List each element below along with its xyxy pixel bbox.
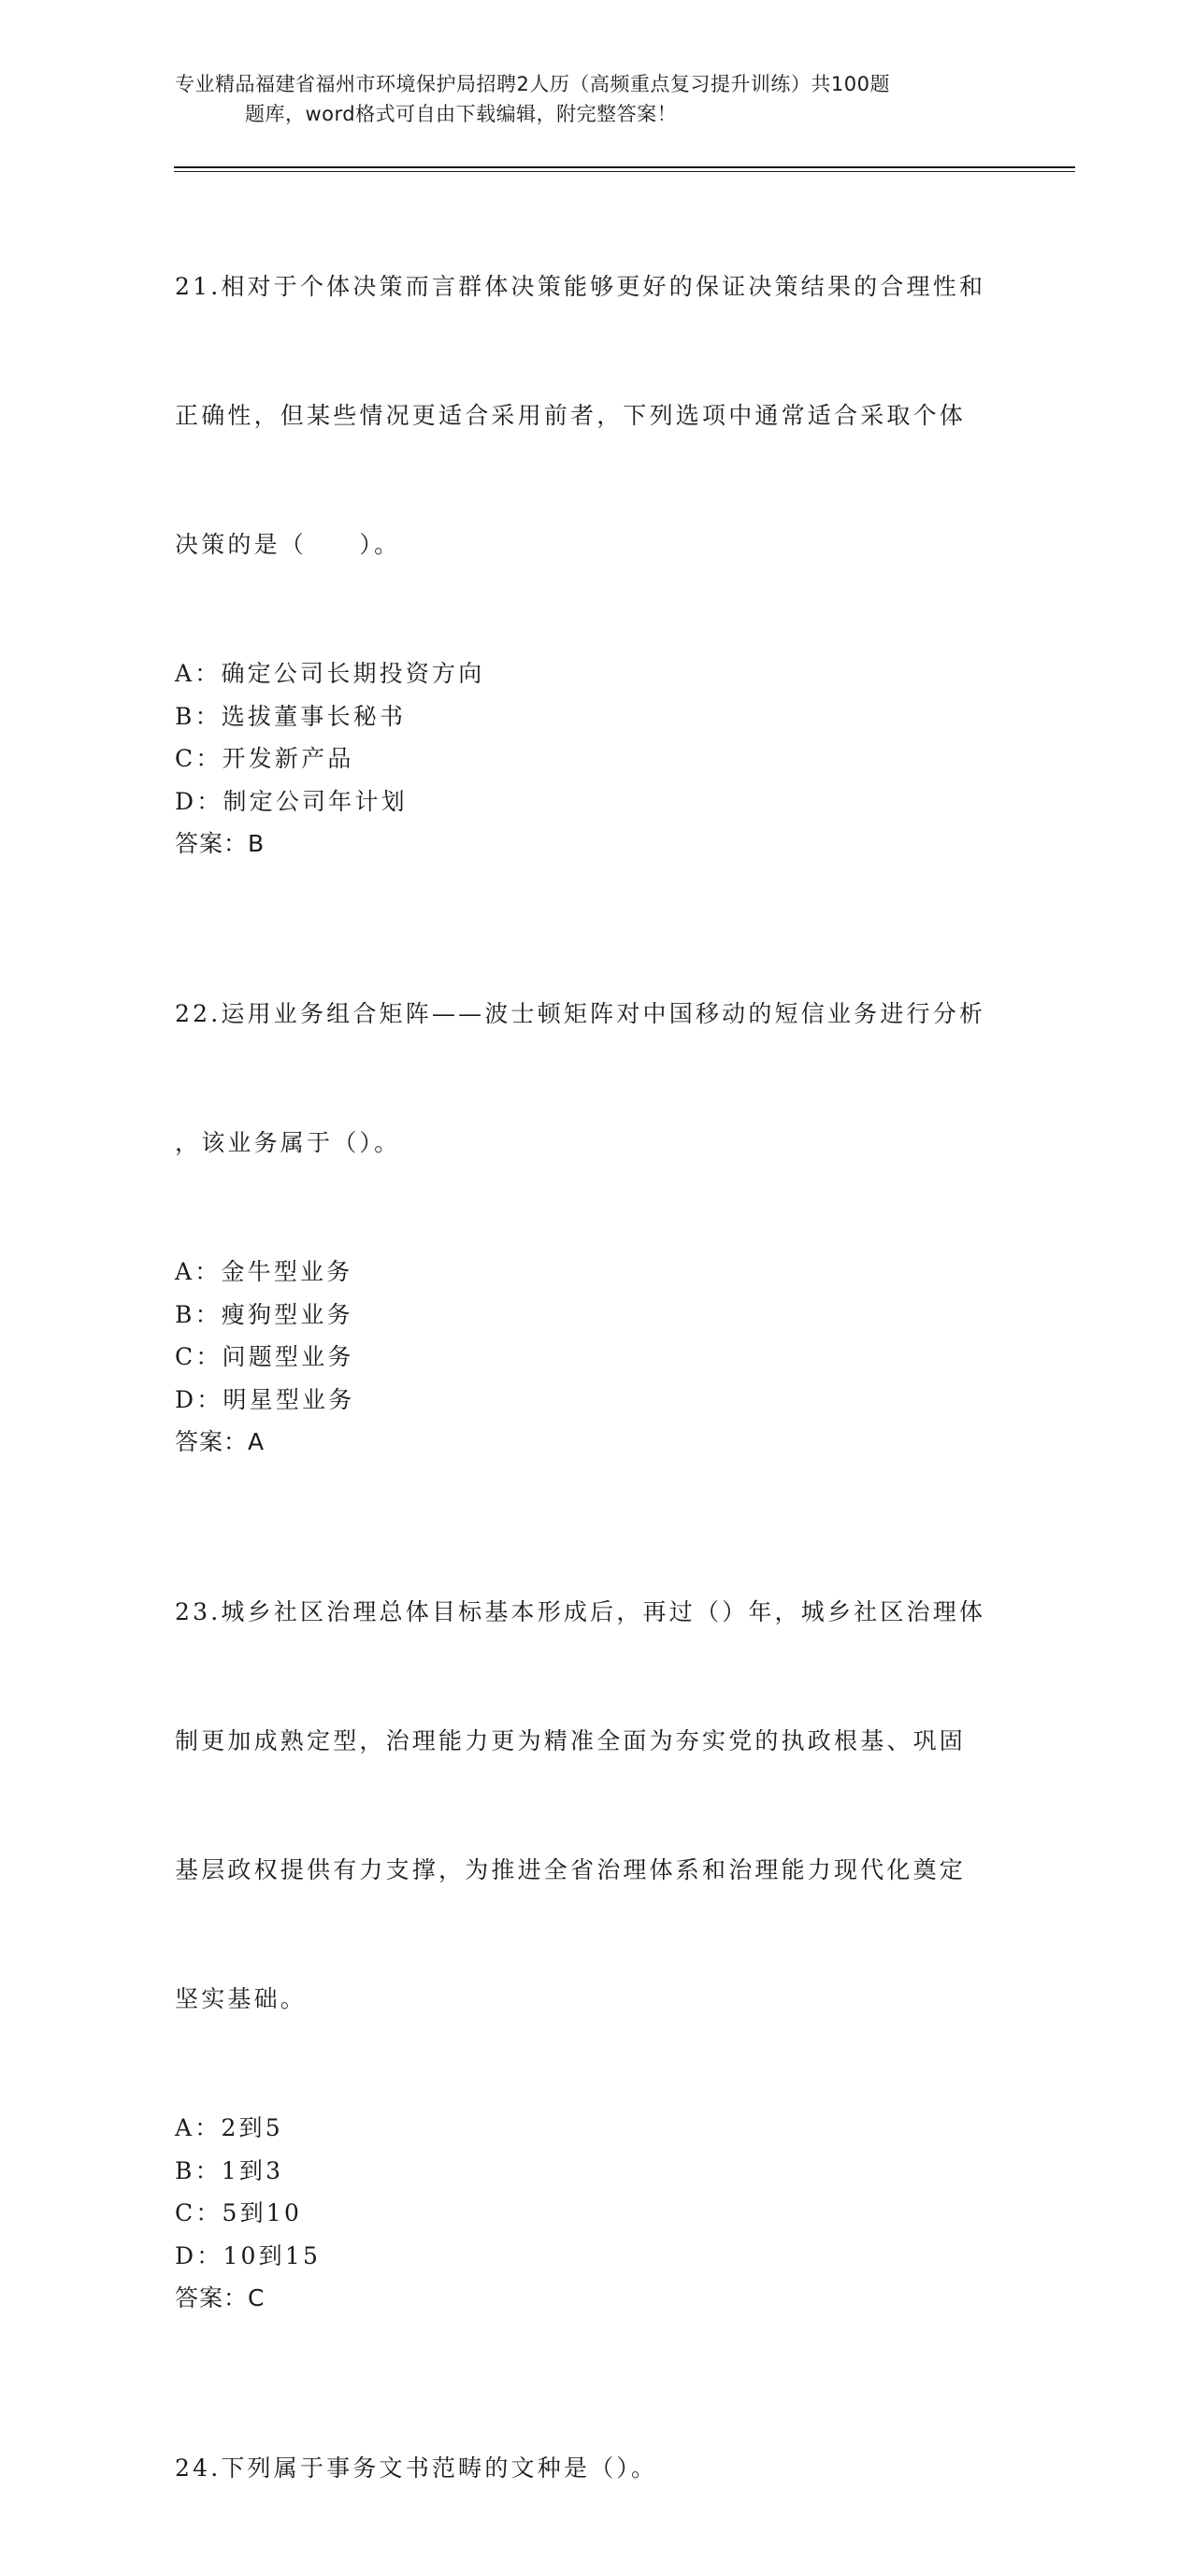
option-b: B：瘦狗型业务	[175, 1300, 353, 1328]
stem-line: ，该业务属于（）。	[175, 1129, 401, 1156]
question-stem	[175, 2361, 1016, 2576]
answer-label: 答案：B	[175, 830, 266, 857]
stem-line: 决策的是（ ）。	[175, 531, 401, 558]
stem-line: 23.城乡社区治理总体目标基本形成后，再过（）年，城乡社区治理体	[175, 1598, 986, 1625]
question-23	[175, 1505, 1016, 2320]
question-22	[175, 907, 1016, 1464]
question-gap	[175, 866, 1016, 907]
stem-line: 坚实基础。	[175, 1985, 308, 2012]
question-24	[175, 2361, 1016, 2576]
header-divider-thick	[174, 166, 1075, 168]
option-c: C：开发新产品	[175, 745, 354, 772]
question-gap	[175, 1464, 1016, 1505]
question-stem	[175, 1505, 1016, 2107]
stem-line: 正确性，但某些情况更适合采用前者，下列选项中通常适合采取个体	[175, 402, 967, 429]
option-d: D：制定公司年计划	[175, 787, 408, 815]
stem-line: 制更加成熟定型，治理能力更为精准全面为夯实党的执政根基、巩固	[175, 1727, 967, 1754]
answer-label: 答案：C	[175, 2284, 266, 2311]
header-divider-thin	[174, 171, 1075, 172]
stem-line: 24.下列属于事务文书范畴的文种是（）。	[175, 2454, 658, 2482]
option-a: A：金牛型业务	[175, 1258, 353, 1285]
question-gap	[175, 2320, 1016, 2361]
option-b: B：选拔董事长秘书	[175, 702, 407, 730]
question-list	[175, 179, 1016, 2576]
option-c: C：5到10	[175, 2199, 303, 2226]
question-21	[175, 179, 1016, 866]
stem-line: 21.相对于个体决策而言群体决策能够更好的保证决策结果的合理性和	[175, 273, 986, 300]
option-d: D：10到15	[175, 2241, 322, 2269]
question-stem	[175, 179, 1016, 652]
question-stem	[175, 907, 1016, 1251]
answer-label: 答案：A	[175, 1428, 266, 1455]
stem-line: 基层政权提供有力支撑，为推进全省治理体系和治理能力现代化奠定	[175, 1856, 967, 1883]
option-a: A：2到5	[175, 2114, 283, 2141]
header-line-1: 专业精品福建省福州市环境保护局招聘2人历（高频重点复习提升训练）共100题	[175, 73, 890, 95]
option-c: C：问题型业务	[175, 1343, 354, 1370]
option-a: A：确定公司长期投资方向	[175, 660, 485, 687]
option-d: D：明星型业务	[175, 1385, 355, 1413]
stem-line: 22.运用业务组合矩阵——波士顿矩阵对中国移动的短信业务进行分析	[175, 1000, 986, 1027]
document-header	[175, 69, 1016, 129]
header-line-2: 题库，word格式可自由下载编辑，附完整答案！	[245, 103, 678, 125]
option-b: B：1到3	[175, 2156, 284, 2184]
